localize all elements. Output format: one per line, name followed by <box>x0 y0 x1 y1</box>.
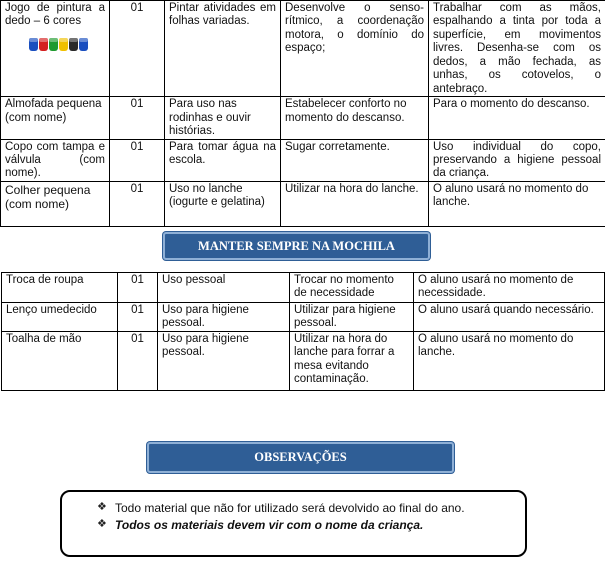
table-row <box>1 1 605 97</box>
finger-paint-jars-image <box>29 38 105 51</box>
goal-cell: Sugar corretamente. <box>281 139 429 181</box>
goal-cell: Utilizar na hora do lanche. <box>281 181 429 226</box>
goal-cell: Estabelecer conforto no momento do descanso. <box>281 97 429 139</box>
paint-jar <box>69 38 78 51</box>
observation-item <box>97 501 525 515</box>
note-cell: O aluno usará quando necessário. <box>414 303 605 332</box>
note-cell: O aluno usará no momento de necessidade. <box>414 273 605 303</box>
table-row <box>1 139 605 181</box>
qty-cell: 01 <box>110 139 165 181</box>
note-cell: O aluno usará no momento do lanche. <box>414 331 605 390</box>
item-cell <box>1 1 110 97</box>
qty-cell: 01 <box>110 1 165 97</box>
use-cell: Para tomar água na escola. <box>165 139 281 181</box>
table-row <box>2 331 605 390</box>
goal-cell: Utilizar na hora do lanche para forrar a mesa evitando contaminação. <box>290 331 414 390</box>
paint-jar <box>29 38 38 51</box>
diamond-bullet-icon: ❖ <box>97 501 107 513</box>
note-cell: Para o momento do descanso. <box>429 97 605 139</box>
qty-cell: 01 <box>110 97 165 139</box>
paint-jar <box>79 38 88 51</box>
table-row <box>2 273 605 303</box>
observation-text: Todos os materiais devem vir com o nome da criança. <box>115 518 424 533</box>
item-name: Jogo de pintura a dedo – 6 cores <box>5 2 105 28</box>
use-cell: Pintar atividades em folhas variadas. <box>165 1 281 97</box>
item-cell: Toalha de mão <box>2 331 118 390</box>
use-cell: Uso para higiene pessoal. <box>158 303 290 332</box>
goal-cell: Trocar no momento de necessidade <box>290 273 414 303</box>
note-cell: Trabalhar com as mãos, espalhando a tinta por toda a superfície, em movimentos livres. Desenha-se com os dedos, a mão fechada, as unhas, os cotovelos, o antebraço. <box>429 1 605 97</box>
note-cell: Uso individual do copo, preservando a higiene pessoal da criança. <box>429 139 605 181</box>
backpack-table <box>1 272 605 391</box>
section-banner-backpack: MANTER SEMPRE NA MOCHILA <box>163 232 430 260</box>
paint-jar <box>59 38 68 51</box>
item-cell: Lenço umedecido <box>2 303 118 332</box>
use-cell: Para uso nas rodinhas e ouvir histórias. <box>165 97 281 139</box>
materials-table <box>0 0 605 227</box>
table-row <box>2 303 605 332</box>
diamond-bullet-icon: ❖ <box>97 518 107 531</box>
qty-cell: 01 <box>118 331 158 390</box>
use-cell: Uso no lanche (iogurte e gelatina) <box>165 181 281 226</box>
paint-jar <box>39 38 48 51</box>
use-cell: Uso pessoal <box>158 273 290 303</box>
qty-cell: 01 <box>110 181 165 226</box>
item-cell: Almofada pequena (com nome) <box>1 97 110 139</box>
goal-cell: Utilizar para higiene pessoal. <box>290 303 414 332</box>
observation-item <box>97 518 525 532</box>
qty-cell: 01 <box>118 273 158 303</box>
observations-box <box>60 490 527 557</box>
note-cell: O aluno usará no momento do lanche. <box>429 181 605 226</box>
item-cell: Colher pequena (com nome) <box>1 181 110 226</box>
use-cell: Uso para higiene pessoal. <box>158 331 290 390</box>
item-cell: Troca de roupa <box>2 273 118 303</box>
paint-jar <box>49 38 58 51</box>
goal-cell: Desenvolve o senso-rítmico, a coordenação motora, o domínio do espaço; <box>281 1 429 97</box>
table-row <box>1 181 605 226</box>
table-row <box>1 97 605 139</box>
item-cell: Copo com tampa e válvula (com nome). <box>1 139 110 181</box>
section-banner-observations: OBSERVAÇÕES <box>147 442 454 473</box>
qty-cell: 01 <box>118 303 158 332</box>
observation-text: Todo material que não for utilizado será devolvido ao final do ano. <box>115 501 465 515</box>
